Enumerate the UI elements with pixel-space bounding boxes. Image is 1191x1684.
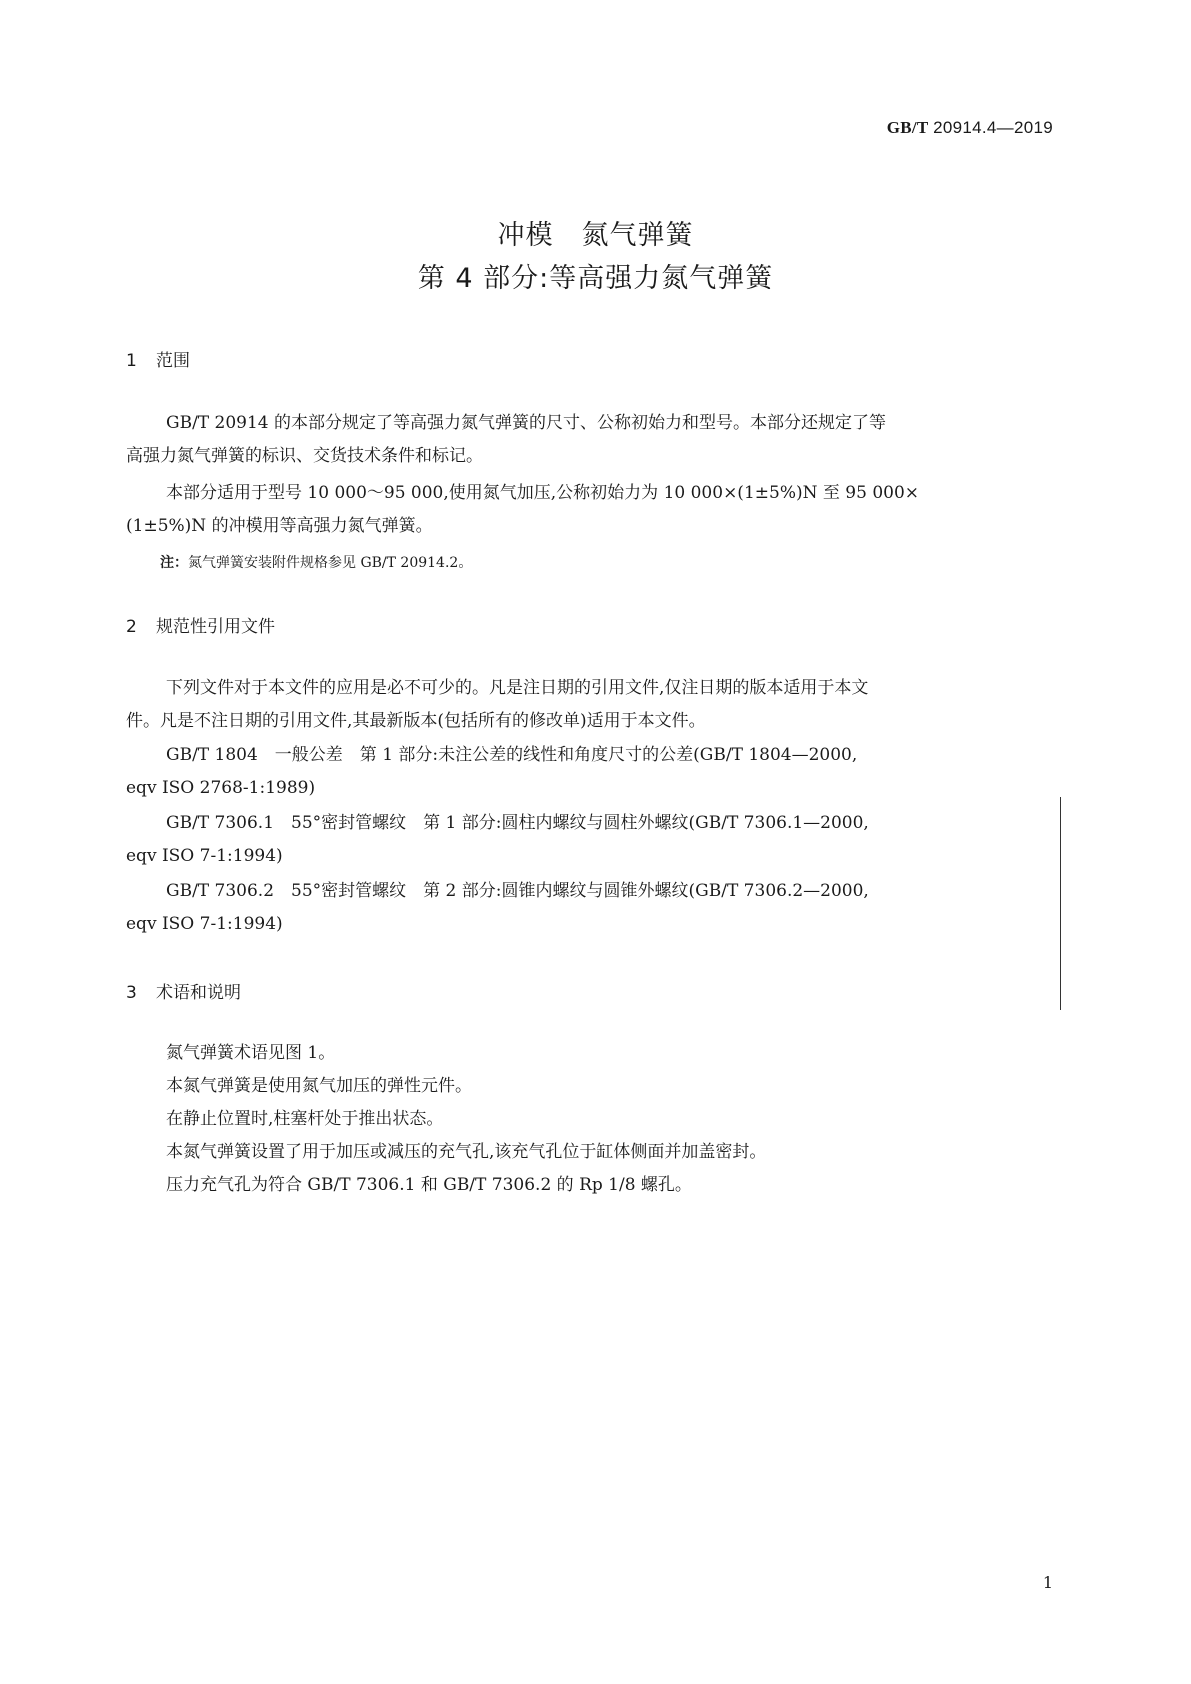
text-line: 高强力氮气弹簧的标识、交货技术条件和标记。 bbox=[126, 446, 483, 466]
text-line: 下列文件对于本文件的应用是必不可少的。凡是注日期的引用文件,仅注日期的版本适用于本文 bbox=[166, 678, 869, 698]
text-line: GB/T 7306.1 55°密封管螺纹 第 1 部分:圆柱内螺纹与圆柱外螺纹(GB/T 7306.1—2000, bbox=[166, 813, 869, 833]
text-line: 件。凡是不注日期的引用文件,其最新版本(包括所有的修改单)适用于本文件。 bbox=[126, 711, 706, 731]
standard-code-prefix: GB/T bbox=[886, 118, 929, 137]
text-line: eqv ISO 2768-1:1989) bbox=[126, 778, 316, 798]
text-line: 本氮气弹簧是使用氮气加压的弹性元件。 bbox=[166, 1076, 472, 1096]
title-line-2: 第 4 部分:等高强力氮气弹簧 bbox=[417, 263, 774, 294]
section-1-paragraph-1 bbox=[126, 407, 1046, 473]
text-line: 本氮气弹簧设置了用于加压或减压的充气孔,该充气孔位于缸体侧面并加盖密封。 bbox=[166, 1142, 767, 1162]
section-number: 1 bbox=[126, 351, 137, 371]
section-3-heading bbox=[126, 978, 241, 1003]
section-3-body bbox=[126, 1037, 1046, 1202]
section-1-paragraph-2 bbox=[126, 477, 1046, 543]
text-line: eqv ISO 7-1:1994) bbox=[126, 846, 283, 866]
title-line-1: 冲模 氮气弹簧 bbox=[497, 220, 694, 251]
section-1-heading bbox=[126, 346, 190, 371]
text-line: 氮气弹簧术语见图 1。 bbox=[166, 1043, 336, 1063]
section-title: 术语和说明 bbox=[156, 983, 241, 1003]
text-line: 在静止位置时,柱塞杆处于推出状态。 bbox=[166, 1109, 444, 1129]
section-2-paragraph-1 bbox=[126, 672, 1046, 738]
text-line: 本部分适用于型号 10 000～95 000,使用氮气加压,公称初始力为 10 000×(1±5%)N 至 95 000× bbox=[166, 483, 920, 503]
section-title: 范围 bbox=[156, 351, 190, 371]
change-bar bbox=[1060, 797, 1061, 1010]
reference-gbt-7306-1 bbox=[126, 807, 1046, 873]
section-title: 规范性引用文件 bbox=[156, 617, 275, 637]
text-line: eqv ISO 7-1:1994) bbox=[126, 914, 283, 934]
page-number: 1 bbox=[1042, 1573, 1053, 1592]
note-text: 氮气弹簧安装附件规格参见 GB/T 20914.2。 bbox=[188, 555, 473, 571]
section-number: 2 bbox=[126, 617, 137, 637]
reference-gbt-1804 bbox=[126, 739, 1046, 805]
text-line: (1±5%)N 的冲模用等高强力氮气弹簧。 bbox=[126, 516, 433, 536]
reference-gbt-7306-2 bbox=[126, 875, 1046, 941]
text-line: 压力充气孔为符合 GB/T 7306.1 和 GB/T 7306.2 的 Rp 1/8 螺孔。 bbox=[166, 1175, 692, 1195]
text-line: GB/T 1804 一般公差 第 1 部分:未注公差的线性和角度尺寸的公差(GB/T 1804—2000, bbox=[166, 745, 858, 765]
standard-code-number: 20914.4—2019 bbox=[933, 118, 1053, 137]
text-line: GB/T 7306.2 55°密封管螺纹 第 2 部分:圆锥内螺纹与圆锥外螺纹(GB/T 7306.2—2000, bbox=[166, 881, 869, 901]
section-1-note bbox=[160, 552, 472, 572]
section-number: 3 bbox=[126, 983, 137, 1003]
standard-code bbox=[887, 118, 1053, 138]
text-line: GB/T 20914 的本部分规定了等高强力氮气弹簧的尺寸、公称初始力和型号。本部分还规定了等 bbox=[166, 413, 887, 433]
section-2-heading bbox=[126, 612, 275, 637]
note-label: 注： bbox=[160, 555, 188, 571]
